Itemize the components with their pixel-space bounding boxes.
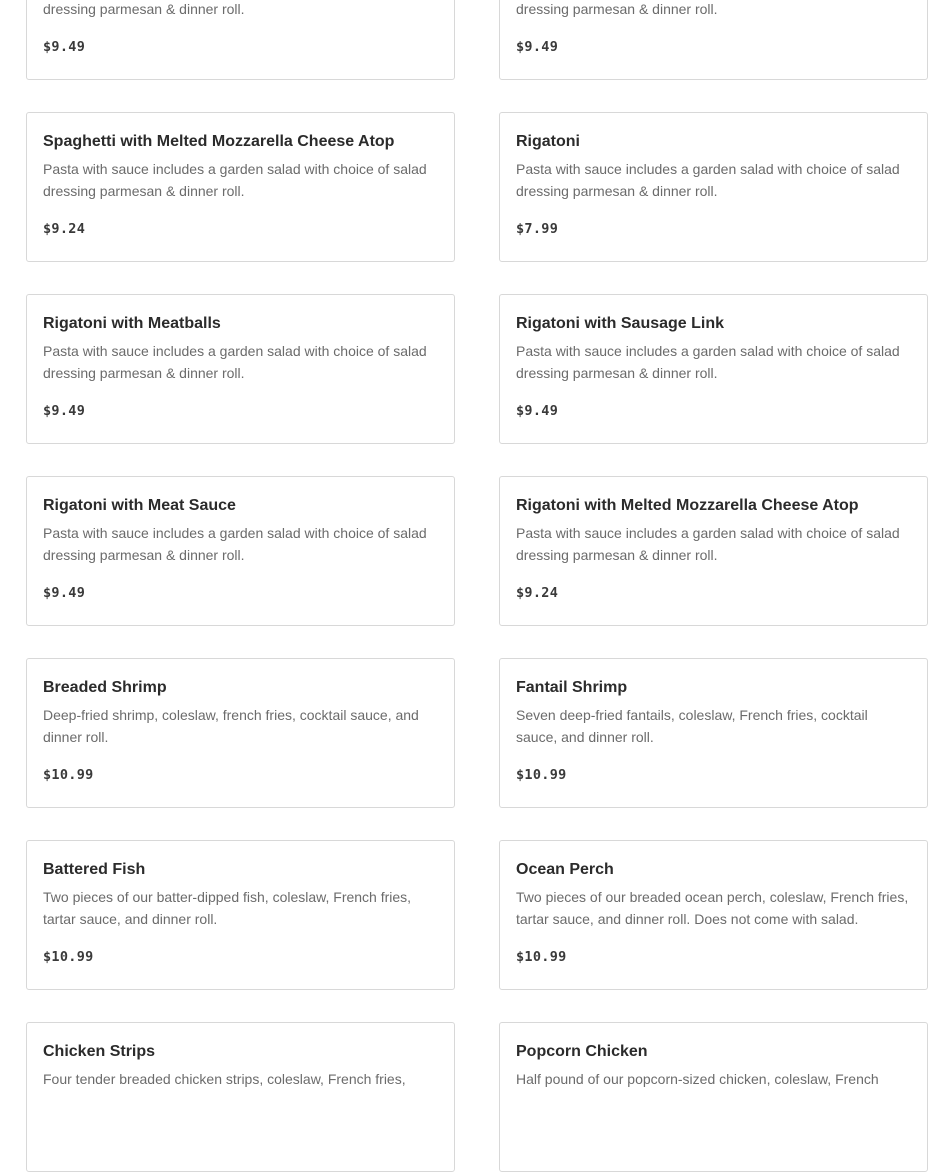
menu-item-price: $9.49 xyxy=(516,403,559,419)
menu-items-grid xyxy=(26,0,928,1172)
menu-item-price: $10.99 xyxy=(516,767,567,783)
menu-item-price: $9.49 xyxy=(516,39,559,55)
menu-item-name: Rigatoni with Sausage Link xyxy=(516,315,725,332)
menu-item-price: $9.49 xyxy=(43,403,86,419)
menu-item-price: $9.24 xyxy=(516,585,559,601)
menu-item-description: Pasta with sauce includes a garden salad with choice of salad dressing parmesan & dinner roll. xyxy=(516,161,900,199)
menu-item-price: $9.49 xyxy=(43,585,86,601)
menu-item-description: Pasta with sauce includes a garden salad with choice of salad dressing parmesan & dinner roll. xyxy=(516,343,900,381)
menu-item-price: $7.99 xyxy=(516,221,559,237)
menu-item-price: $10.99 xyxy=(43,949,94,965)
menu-item-description: Two pieces of our breaded ocean perch, coleslaw, French fries, tartar sauce, and dinner roll. Does not come with salad. xyxy=(516,889,909,927)
menu-item-name: Spaghetti with Melted Mozzarella Cheese Atop xyxy=(43,133,395,150)
menu-item-name: Fantail Shrimp xyxy=(516,679,628,696)
menu-item-card[interactable] xyxy=(26,658,455,808)
menu-item-card[interactable] xyxy=(499,294,928,444)
menu-item-card[interactable] xyxy=(26,840,455,990)
menu-item-name: Rigatoni with Meat Sauce xyxy=(43,497,236,514)
menu-item-card[interactable] xyxy=(26,1022,455,1172)
menu-item-description: Pasta with sauce includes a garden salad with choice of salad dressing parmesan & dinner roll. xyxy=(43,343,427,381)
menu-item-price: $10.99 xyxy=(43,767,94,783)
menu-item-description: Seven deep-fried fantails, coleslaw, French fries, cocktail sauce, and dinner roll. xyxy=(516,707,868,745)
menu-item-description: Deep-fried shrimp, coleslaw, french fries, cocktail sauce, and dinner roll. xyxy=(43,707,419,745)
menu-item-card[interactable] xyxy=(499,658,928,808)
menu-item-name: Rigatoni xyxy=(516,133,580,150)
menu-item-description: Pasta with sauce includes a garden salad with choice of salad dressing parmesan & dinner roll. xyxy=(43,525,427,563)
menu-item-price: $10.99 xyxy=(516,949,567,965)
menu-item-name: Ocean Perch xyxy=(516,861,614,878)
menu-item-name: Chicken Strips xyxy=(43,1043,156,1060)
menu-item-price: $9.49 xyxy=(43,39,86,55)
menu-item-description: Pasta with sauce includes a garden salad with choice of salad dressing parmesan & dinner roll. xyxy=(516,525,900,563)
menu-item-description: Pasta with sauce includes a garden salad with choice of salad dressing parmesan & dinner roll. xyxy=(43,161,427,199)
menu-item-card[interactable] xyxy=(499,0,928,80)
menu-item-card[interactable] xyxy=(499,1022,928,1172)
menu-item-description: Half pound of our popcorn-sized chicken, coleslaw, French xyxy=(516,1071,879,1087)
menu-item-description: dressing parmesan & dinner roll. xyxy=(43,1,245,17)
menu-item-card[interactable] xyxy=(26,0,455,80)
menu-item-card[interactable] xyxy=(499,840,928,990)
menu-item-description: Two pieces of our batter-dipped fish, coleslaw, French fries, tartar sauce, and dinner roll. xyxy=(43,889,412,927)
menu-item-description: dressing parmesan & dinner roll. xyxy=(516,1,718,17)
menu-item-card[interactable] xyxy=(26,476,455,626)
menu-item-price: $9.24 xyxy=(43,221,86,237)
menu-item-name: Breaded Shrimp xyxy=(43,679,167,696)
menu-item-name: Battered Fish xyxy=(43,861,146,878)
menu-item-card[interactable] xyxy=(26,112,455,262)
menu-item-card[interactable] xyxy=(499,476,928,626)
menu-item-description: Four tender breaded chicken strips, coleslaw, French fries, xyxy=(43,1071,406,1087)
menu-item-name: Rigatoni with Melted Mozzarella Cheese Atop xyxy=(516,497,859,514)
menu-item-card[interactable] xyxy=(499,112,928,262)
menu-item-name: Rigatoni with Meatballs xyxy=(43,315,221,332)
menu-item-name: Popcorn Chicken xyxy=(516,1043,648,1060)
menu-item-card[interactable] xyxy=(26,294,455,444)
